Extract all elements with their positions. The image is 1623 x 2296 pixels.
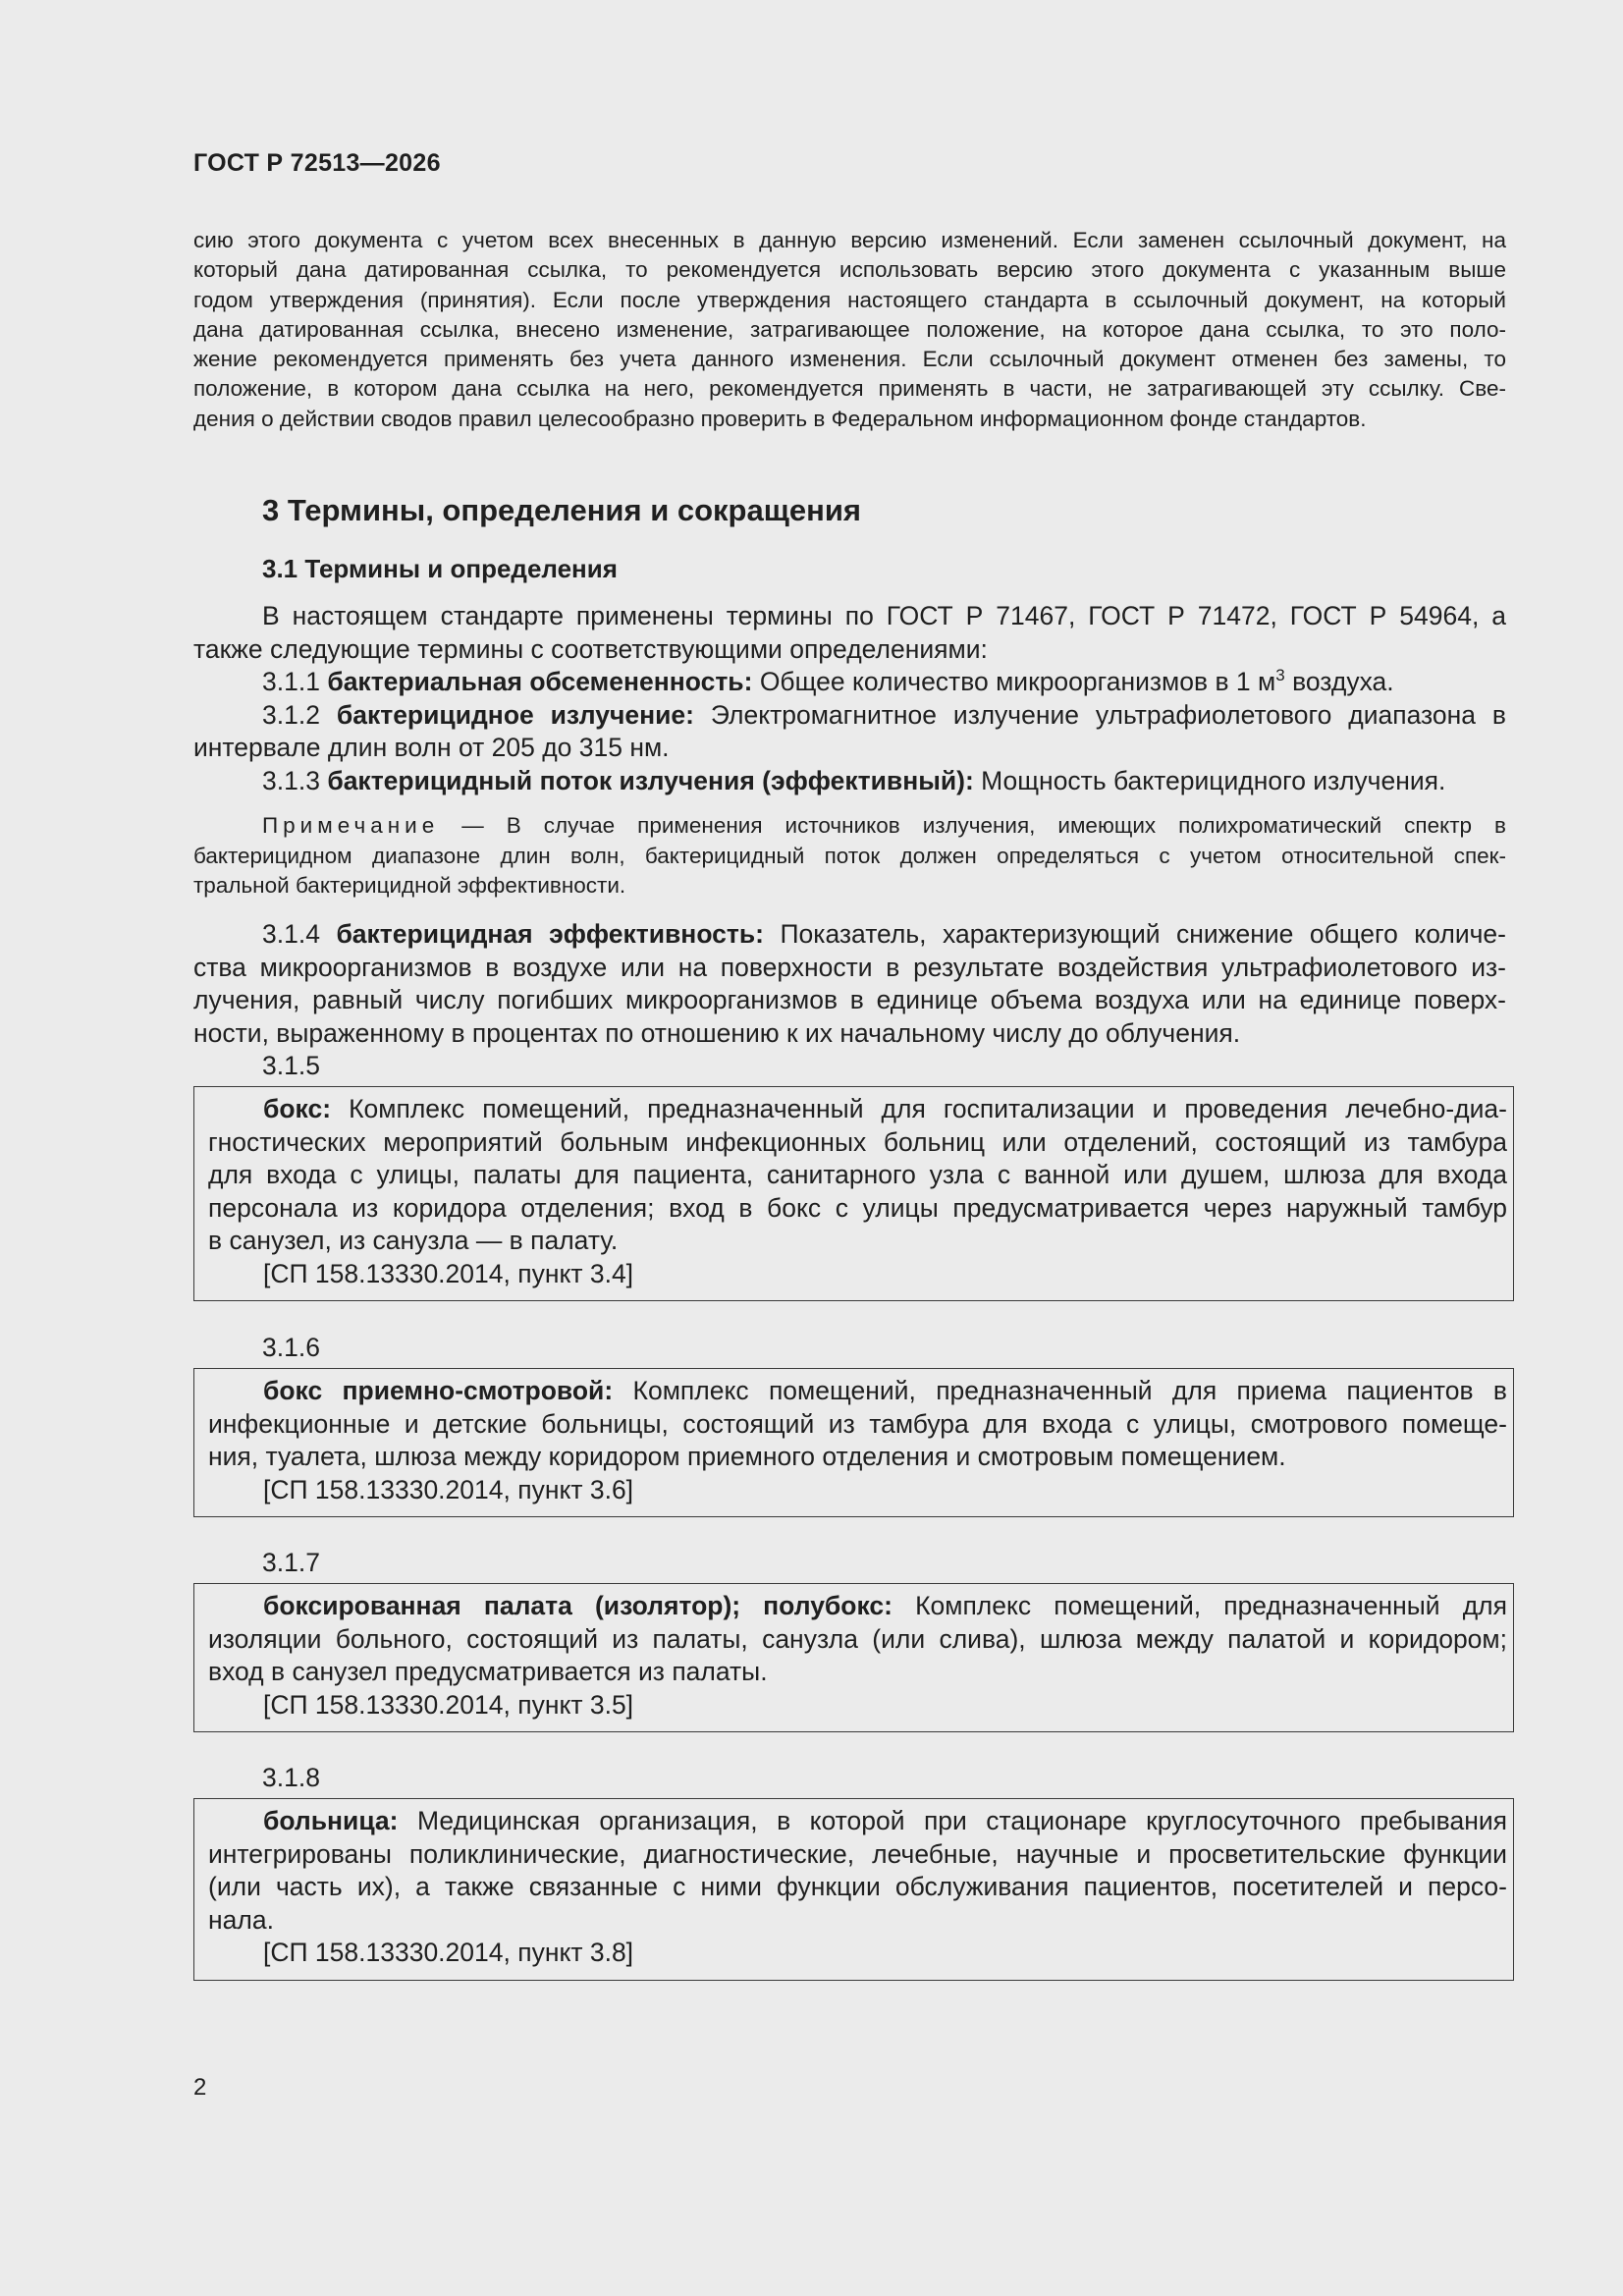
term-name: бокс: <box>263 1094 332 1123</box>
term-definition: Электромагнитное излучение ультрафиолетового диапазона в <box>710 699 1506 730</box>
term-definition: Комплекс помещений, предназначенный для госпитализации и проведения лечебно-диа- <box>349 1094 1507 1123</box>
term-definition: Общее количество микроорганизмов в 1 м <box>759 667 1276 696</box>
term-definition-continuation: интервале длин волн от 205 до 315 нм. <box>193 733 670 762</box>
term-definition: Комплекс помещений, предназначенный для <box>915 1591 1507 1620</box>
term-line: вход в санузел предусматривается из палаты. <box>208 1657 768 1686</box>
term-number: 3.1.4 <box>262 919 320 949</box>
term-line <box>208 1375 1507 1408</box>
term-definition: Показатель, характеризующий снижение общего количе- <box>780 919 1506 949</box>
term-number: 3.1.7 <box>262 1548 320 1577</box>
note-text: — В случае применения источников излучения, имеющих полихроматический спектр в <box>461 813 1506 838</box>
intro-line: дения о действии сводов правил целесообразно проверить в Федеральном информационном фонде стандартов. <box>193 406 1367 431</box>
note-line: бактерицидном диапазоне длин волн, бактерицидный поток должен определяться с учетом относительной спек- <box>193 843 1506 868</box>
lead-line: В настоящем стандарте применены термины по ГОСТ Р 71467, ГОСТ Р 71472, ГОСТ Р 54964, а <box>262 601 1506 630</box>
section-title: 3 Термины, определения и сокращения <box>262 493 861 527</box>
term-line: (или часть их), а также связанные с ними функции обслуживания пациентов, посетителей и персо- <box>208 1872 1507 1901</box>
intro-line: жение рекомендуется применять без учета данного изменения. Если ссылочный документ отменен без замены, то <box>193 347 1506 372</box>
term-number: 3.1.3 <box>262 765 320 795</box>
term-source: [СП 158.13330.2014, пункт 3.6] <box>263 1474 634 1504</box>
term-line: для входа с улицы, палаты для пациента, санитарного узла с ванной или душем, шлюза для входа <box>208 1160 1507 1189</box>
superscript: 3 <box>1275 666 1285 685</box>
term-name: больница: <box>263 1806 399 1835</box>
term-number: 3.1.5 <box>262 1051 320 1080</box>
term-name: бактерицидная эффективность: <box>336 919 764 949</box>
term-line: инфекционные и детские больницы, состоящий из тамбура для входа с улицы, смотрового помеще- <box>208 1408 1507 1439</box>
term-name: бактериальная обсемененность: <box>327 667 753 696</box>
document-header: ГОСТ Р 72513—2026 <box>193 149 441 177</box>
term-source: [СП 158.13330.2014, пункт 3.8] <box>263 1938 634 1967</box>
term-3-1-4 <box>193 918 1506 1050</box>
term-3-1-2 <box>193 699 1506 733</box>
term-name: боксированная палата (изолятор); полубокс: <box>263 1591 893 1620</box>
term-line: гностических мероприятий больным инфекционных больниц или отделений, состоящий из тамбура <box>208 1126 1507 1157</box>
intro-line: дана датированная ссылка, внесено изменение, затрагивающее положение, на которое дана ссылка, то это поло- <box>193 316 1506 342</box>
term-line: ства микроорганизмов в воздухе или на поверхности в результате воздействия ультрафиолетового из- <box>193 952 1506 982</box>
term-number: 3.1.8 <box>262 1763 320 1792</box>
term-box-3-1-8 <box>193 1798 1514 1981</box>
term-3-1-3 <box>193 765 1506 798</box>
term-definition: Мощность бактерицидного излучения. <box>981 765 1446 795</box>
term-number: 3.1.1 <box>262 667 320 696</box>
term-line: лучения, равный числу погибших микроорганизмов в единице объема воздуха или на единице поверх- <box>193 985 1506 1014</box>
term-line <box>193 918 1506 952</box>
intro-line: положение, в котором дана ссылка на него, рекомендуется применять в части, не затрагивающей эту ссылку. Све- <box>193 376 1506 402</box>
term-box-3-1-6 <box>193 1368 1514 1517</box>
term-line: изоляции больного, состоящий из палаты, санузла (или слива), шлюза между палатой и коридором; <box>208 1623 1507 1654</box>
intro-line: сию этого документа с учетом всех внесенных в данную версию изменений. Если заменен ссылочный документ, на <box>193 228 1506 252</box>
subsection-title: 3.1 Термины и определения <box>262 554 618 583</box>
term-line: в санузел, из санузла — в палату. <box>208 1226 619 1255</box>
term-line: ности, выраженному в процентах по отношению к их начальному числу до облучения. <box>193 1017 1241 1048</box>
term-line: интегрированы поликлинические, диагностические, лечебные, научные и просветительские функции <box>208 1838 1507 1869</box>
term-number: 3.1.6 <box>262 1333 320 1362</box>
term-name: бактерицидное излучение: <box>336 699 694 730</box>
note-label: Примечание <box>262 813 440 838</box>
term-source: [СП 158.13330.2014, пункт 3.4] <box>263 1258 634 1288</box>
term-box-3-1-7 <box>193 1583 1514 1732</box>
note-block <box>193 811 1506 902</box>
term-line <box>208 1805 1507 1838</box>
term-name: бокс приемно-смотровой: <box>263 1376 614 1405</box>
note-line: тральной бактерицидной эффективности. <box>193 873 626 898</box>
term-3-1-1 <box>193 666 1506 699</box>
term-name: бактерицидный поток излучения (эффективный): <box>327 765 974 795</box>
term-definition: Медицинская организация, в которой при стационаре круглосуточного пребывания <box>416 1806 1507 1835</box>
intro-paragraph <box>193 226 1506 434</box>
term-line: персонала из коридора отделения; вход в бокс с улицы предусматривается через наружный тамбур <box>208 1192 1507 1223</box>
note-line <box>193 811 1506 842</box>
term-line: ния, туалета, шлюза между коридором приемного отделения и смотровым помещением. <box>208 1442 1286 1471</box>
intro-line: который дана датированная ссылка, то рекомендуется использовать версию этого документа с указанным выше <box>193 257 1506 283</box>
terms-intro-block <box>193 600 1506 797</box>
lead-line: также следующие термины с соответствующими определениями: <box>193 633 988 664</box>
term-source: [СП 158.13330.2014, пункт 3.5] <box>263 1689 634 1720</box>
page-number: 2 <box>193 2074 207 2101</box>
term-number: 3.1.2 <box>262 699 320 730</box>
term-line: нала. <box>208 1904 274 1935</box>
term-definition: воздуха. <box>1292 667 1394 696</box>
term-definition: Комплекс помещений, предназначенный для приема пациентов в <box>632 1376 1507 1405</box>
term-box-3-1-5 <box>193 1086 1514 1301</box>
term-line <box>208 1093 1507 1126</box>
term-line <box>208 1590 1507 1623</box>
intro-line: годом утверждения (принятия). Если после утверждения настоящего стандарта в ссылочный документ, на который <box>193 287 1506 312</box>
